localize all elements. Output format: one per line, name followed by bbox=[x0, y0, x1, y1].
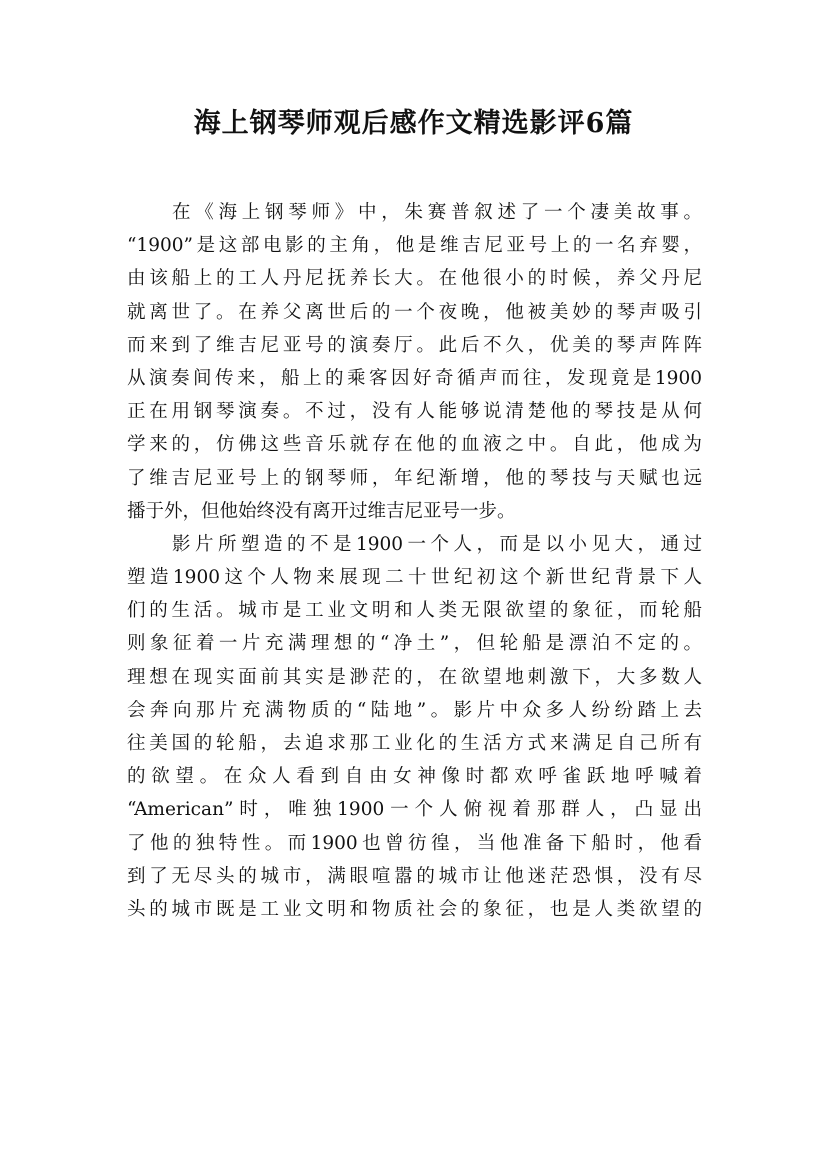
paragraph-line: 头的城市既是工业文明和物质社会的象征，也是人类欲望的 bbox=[127, 898, 702, 920]
paragraph-line: 正在用钢琴演奏。不过，没有人能够说清楚他的琴技是从何 bbox=[127, 401, 702, 423]
paragraph-line: 影片所塑造的不是1900一个人，而是以小见大，通过 bbox=[172, 533, 702, 555]
paragraph-line: 就离世了。在养父离世后的一个夜晚，他被美妙的琴声吸引 bbox=[127, 301, 702, 323]
document-title: 海上钢琴师观后感作文精选影评6篇 bbox=[193, 108, 634, 139]
paragraph-line: 学来的，仿佛这些音乐就存在他的血液之中。自此，他成为 bbox=[127, 434, 702, 456]
paragraph-line: 由该船上的工人丹尼抚养长大。在他很小的时候，养父丹尼 bbox=[127, 268, 702, 290]
paragraph-line: 的欲望。在众人看到自由女神像时都欢呼雀跃地呼喊着 bbox=[127, 766, 702, 788]
paragraph-line: 而来到了维吉尼亚号的演奏厅。此后不久，优美的琴声阵阵 bbox=[127, 334, 702, 356]
paragraph-1 bbox=[127, 196, 702, 528]
paragraph-2 bbox=[127, 528, 702, 926]
paragraph-line: “1900”是这部电影的主角，他是维吉尼亚号上的一名弃婴， bbox=[127, 235, 702, 257]
paragraph-line: 了维吉尼亚号上的钢琴师，年纪渐增，他的琴技与天赋也远 bbox=[127, 467, 702, 489]
paragraph-line: 往美国的轮船，去追求那工业化的生活方式来满足自己所有 bbox=[127, 733, 702, 754]
paragraph-line: 塑造1900这个人物来展现二十世纪初这个新世纪背景下人 bbox=[127, 567, 702, 589]
paragraph-line: 从演奏间传来，船上的乘客因好奇循声而往，发现竟是1900 bbox=[127, 367, 702, 389]
paragraph-line: 到了无尽头的城市，满眼喧嚣的城市让他迷茫恐惧，没有尽 bbox=[127, 865, 702, 887]
paragraph-line: 在《海上钢琴师》中，朱赛普叙述了一个凄美故事。 bbox=[172, 202, 702, 223]
paragraph-line: 了他的独特性。而1900也曾彷徨，当他准备下船时，他看 bbox=[127, 832, 702, 854]
paragraph-line: 播于外，但他始终没有离开过维吉尼亚号一步。 bbox=[127, 500, 516, 522]
paragraph-line: 们的生活。城市是工业文明和人类无限欲望的象征，而轮船 bbox=[127, 600, 702, 622]
paragraph-line: 会奔向那片充满物质的“陆地”。影片中众多人纷纷踏上去 bbox=[127, 699, 702, 721]
paragraph-line: 理想在现实面前其实是渺茫的，在欲望地刺激下，大多数人 bbox=[127, 666, 702, 688]
paragraph-line: 则象征着一片充满理想的“净土”，但轮船是漂泊不定的。 bbox=[127, 633, 702, 655]
paragraph-line: “American”时，唯独1900一个人俯视着那群人，凸显出 bbox=[127, 799, 702, 821]
document-body bbox=[127, 196, 702, 926]
